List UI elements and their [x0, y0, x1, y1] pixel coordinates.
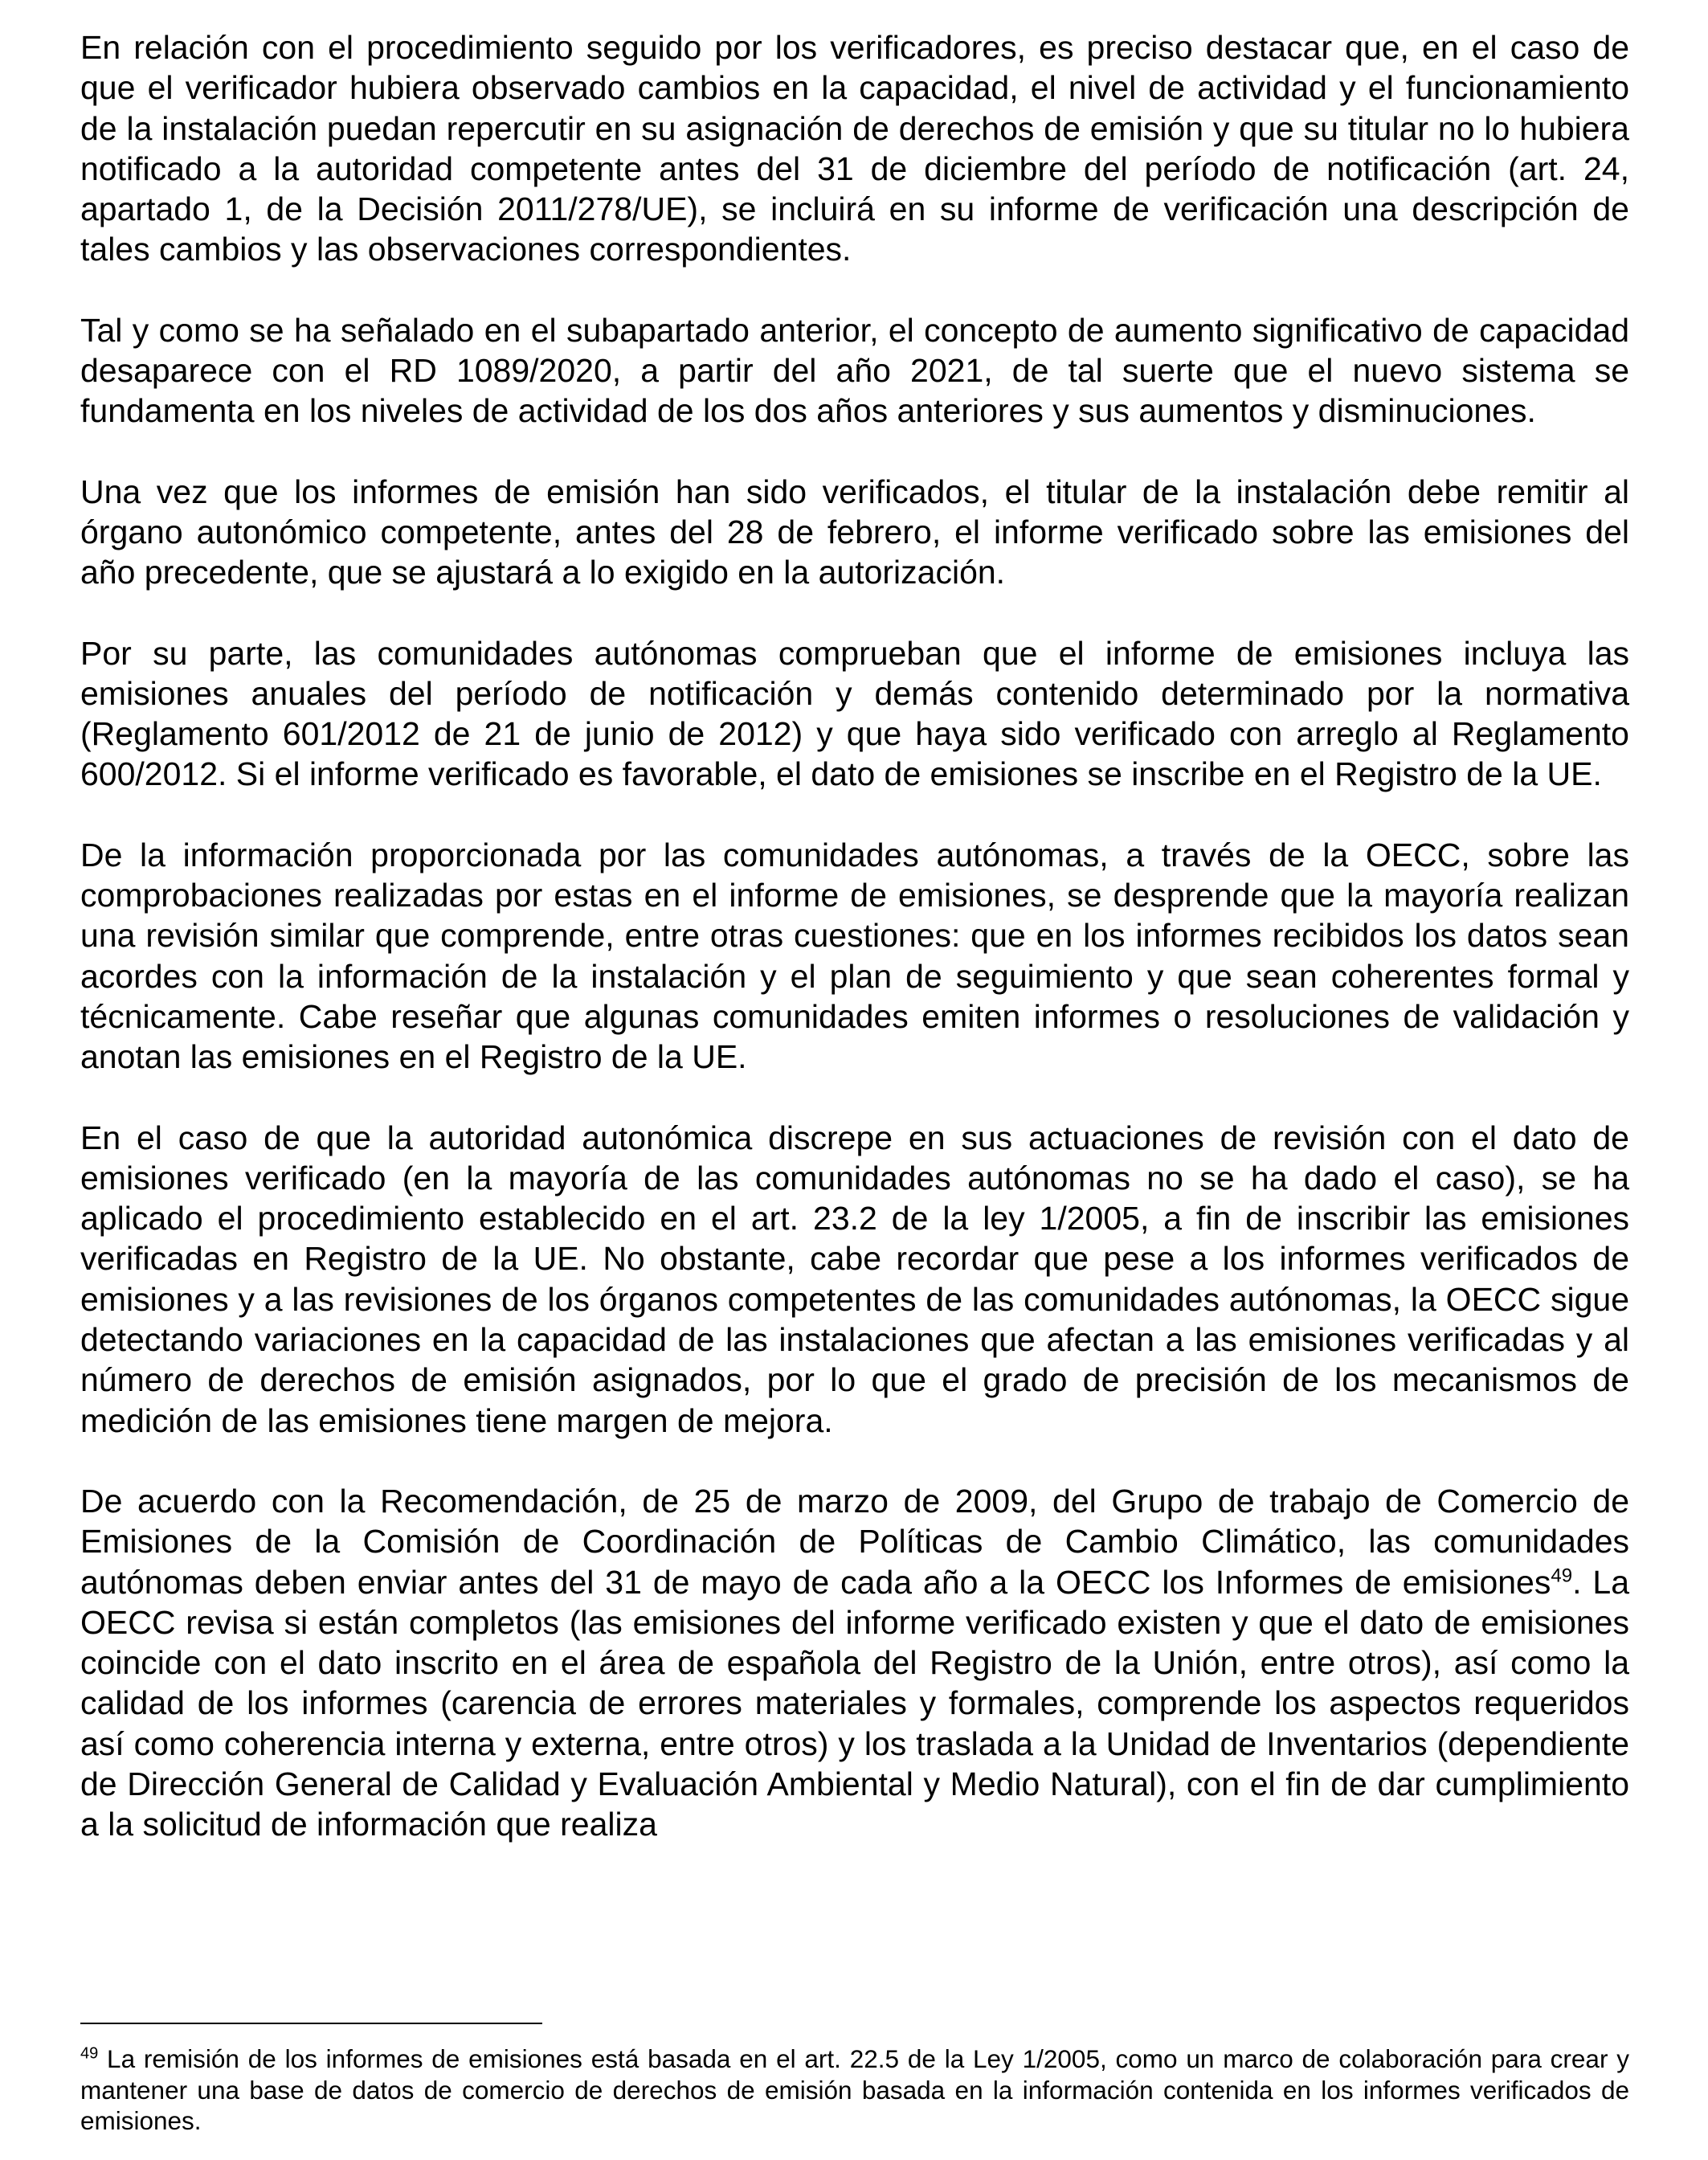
footnote-text: La remisión de los informes de emisiones está basada en el art. 22.5 de la Ley 1/2005, como un marco de colaboración para crear y mantener una base de datos de comercio de derechos de emisión basada en la información contenida en los informes verificados de emisiones.	[80, 2044, 1629, 2135]
recommendation-text-start: De acuerdo con la Recomendación, de 25 de marzo de 2009, del Grupo de trabajo de Comercio de Emisiones de la Comisión de Coordinación de Políticas de Cambio Climático, las comunidades autónomas deben enviar antes del 31 de mayo de cada año a la OECC los Informes de emisiones	[80, 1482, 1629, 1601]
paragraph-regional-checks: Por su parte, las comunidades autónomas comprueban que el informe de emisiones incluya las emisiones anuales del período de notificación y demás contenido determinado por la normativa (Reglamento 601/2012 de 21 de junio de 2012) y que haya sido verificado con arreglo al Reglamento 600/2012. Si el informe verificado es favorable, el dato de emisiones se inscribe en el Registro de la UE.	[80, 634, 1629, 793]
paragraph-verification-procedure: En relación con el procedimiento seguido por los verificadores, es preciso destacar que, en el caso de que el verificador hubiera observado cambios en la capacidad, el nivel de actividad y el funcionamiento de la instalación puedan repercutir en su asignación de derechos de emisión y que su titular no lo hubiera notificado a la autoridad competente antes del 31 de diciembre del período de notificación (art. 24, apartado 1, de la Decisión 2011/278/UE), se incluirá en su informe de verificación una descripción de tales cambios y las observaciones correspondientes.	[80, 29, 1629, 268]
paragraph-recommendation	[80, 1481, 1629, 1845]
paragraph-capacity-concept: Tal y como se ha señalado en el subapartado anterior, el concepto de aumento significativo de capacidad desaparece con el RD 1089/2020, a partir del año 2021, de tal suerte que el nuevo sistema se fundamenta en los niveles de actividad de los dos años anteriores y sus aumentos y disminuciones.	[80, 311, 1629, 430]
recommendation-text-end: . La OECC revisa si están completos (las emisiones del informe verificado existen y que el dato de emisiones coincide con el dato inscrito en el área de española del Registro de la Unión, entre otros), así como la calidad de los informes (carencia de errores materiales y formales, comprende los aspectos requeridos así como coherencia interna y externa, entre otros) y los traslada a la Unidad de Inventarios (dependiente de Dirección General de Calidad y Evaluación Ambiental y Medio Natural), con el fin de dar cumplimiento a la solicitud de información que realiza	[80, 1563, 1630, 1843]
footnote-number: 49	[80, 2044, 99, 2063]
document-body	[80, 27, 1629, 1845]
paragraph-oecc-information: De la información proporcionada por las comunidades autónomas, a través de la OECC, sobre las comprobaciones realizadas por estas en el informe de emisiones, se desprende que la mayoría realizan una revisión similar que comprende, entre otras cuestiones: que en los informes recibidos los datos sean acordes con la información de la instalación y el plan de seguimiento y que sean coherentes formal y técnicamente. Cabe reseñar que algunas comunidades emiten informes o resoluciones de validación y anotan las emisiones en el Registro de la UE.	[80, 836, 1629, 1076]
paragraph-report-submission: Una vez que los informes de emisión han sido verificados, el titular de la instalación debe remitir al órgano autonómico competente, antes del 28 de febrero, el informe verificado sobre las emisiones del año precedente, que se ajustará a lo exigido en la autorización.	[80, 472, 1629, 591]
footnote-reference[interactable]: 49	[1551, 1564, 1573, 1586]
footnote	[80, 2043, 1629, 2137]
paragraph-discrepancy-procedure: En el caso de que la autoridad autonómica discrepe en sus actuaciones de revisión con el dato de emisiones verificado (en la mayoría de las comunidades autónomas no se ha dado el caso), se ha aplicado el procedimiento establecido en el art. 23.2 de la ley 1/2005, a fin de inscribir las emisiones verificadas en Registro de la UE. No obstante, cabe recordar que pese a los informes verificados de emisiones y a las revisiones de los órganos competentes de las comunidades autónomas, la OECC sigue detectando variaciones en la capacidad de las instalaciones que afectan a las emisiones verificadas y al número de derechos de emisión asignados, por lo que el grado de precisión de los mecanismos de medición de las emisiones tiene margen de mejora.	[80, 1119, 1629, 1439]
footnote-separator	[80, 2023, 542, 2024]
